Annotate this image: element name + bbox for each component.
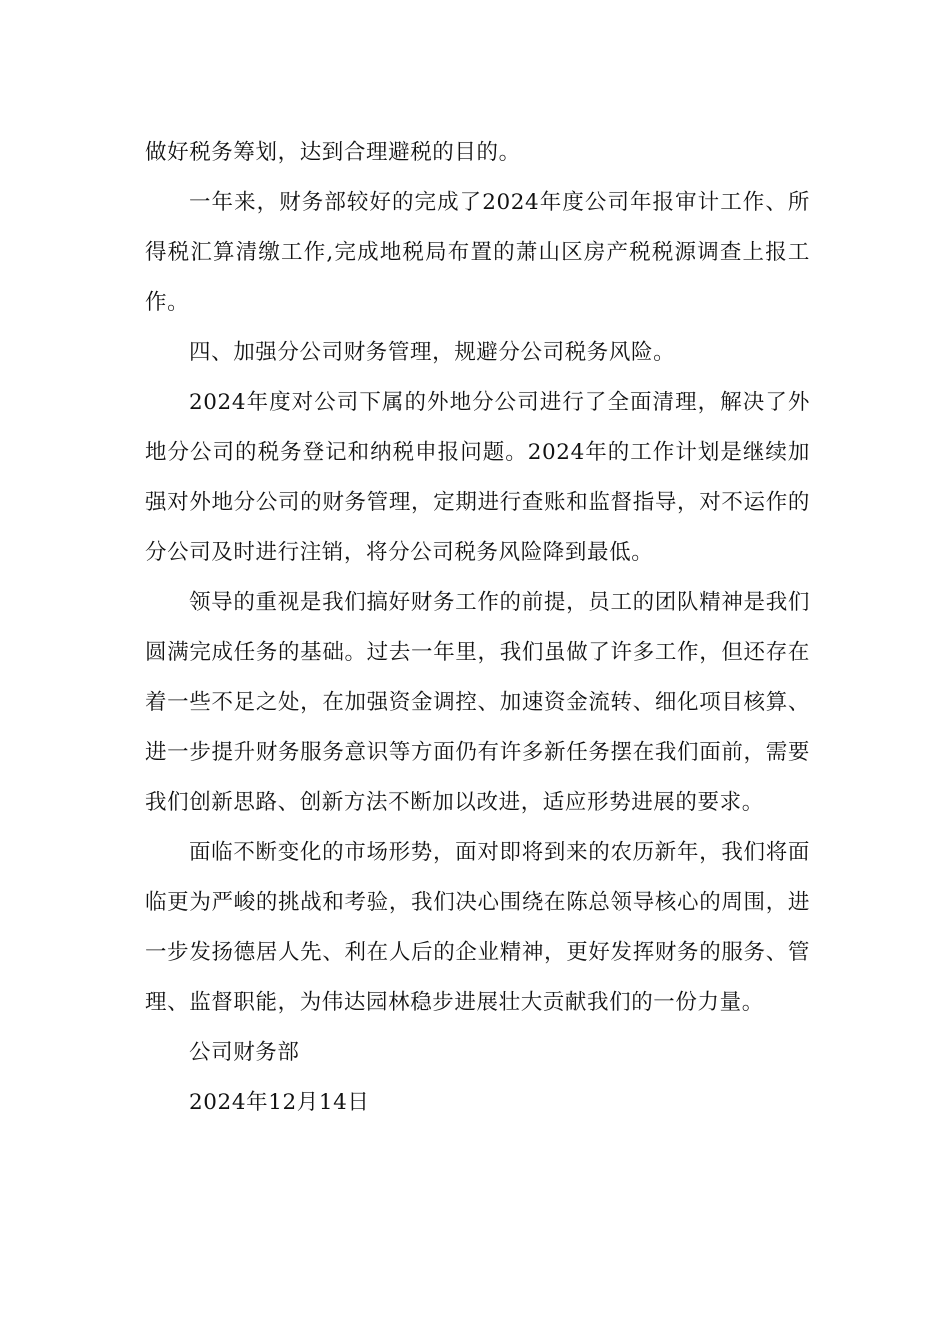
paragraph-annual-summary: 一年来，财务部较好的完成了2024年度公司年报审计工作、所得税汇算清缴工作,完成地税局布置的萧山区房产税税源调查上报工作。 (145, 190, 810, 315)
document-body (145, 128, 810, 1128)
paragraph-closing: 面临不断变化的市场形势，面对即将到来的农历新年，我们将面临更为严峻的挑战和考验，我们决心围绕在陈总领导核心的周围，进一步发扬德居人先、利在人后的企业精神，更好发挥财务的服务、管理、监督职能，为伟达园林稳步进展壮大贡献我们的一份力量。 (145, 840, 810, 1015)
paragraph-branch-management: 2024年度对公司下属的外地分公司进行了全面清理，解决了外地分公司的税务登记和纳税申报问题。2024年的工作计划是继续加强对外地分公司的财务管理，定期进行查账和监督指导，对不运作的分公司及时进行注销，将分公司税务风险降到最低。 (145, 390, 810, 565)
section-heading: 四、加强分公司财务管理，规避分公司税务风险。 (189, 340, 676, 365)
signature-department: 公司财务部 (189, 1040, 300, 1065)
signature-date: 2024年12月14日 (189, 1090, 370, 1115)
paragraph-continuation: 做好税务筹划，达到合理避税的目的。 (145, 140, 521, 165)
paragraph-shortcomings: 领导的重视是我们搞好财务工作的前提，员工的团队精神是我们圆满完成任务的基础。过去一年里，我们虽做了许多工作，但还存在着一些不足之处，在加强资金调控、加速资金流转、细化项目核算、进一步提升财务服务意识等方面仍有许多新任务摆在我们面前，需要我们创新思路、创新方法不断加以改进，适应形势进展的要求。 (145, 590, 810, 815)
